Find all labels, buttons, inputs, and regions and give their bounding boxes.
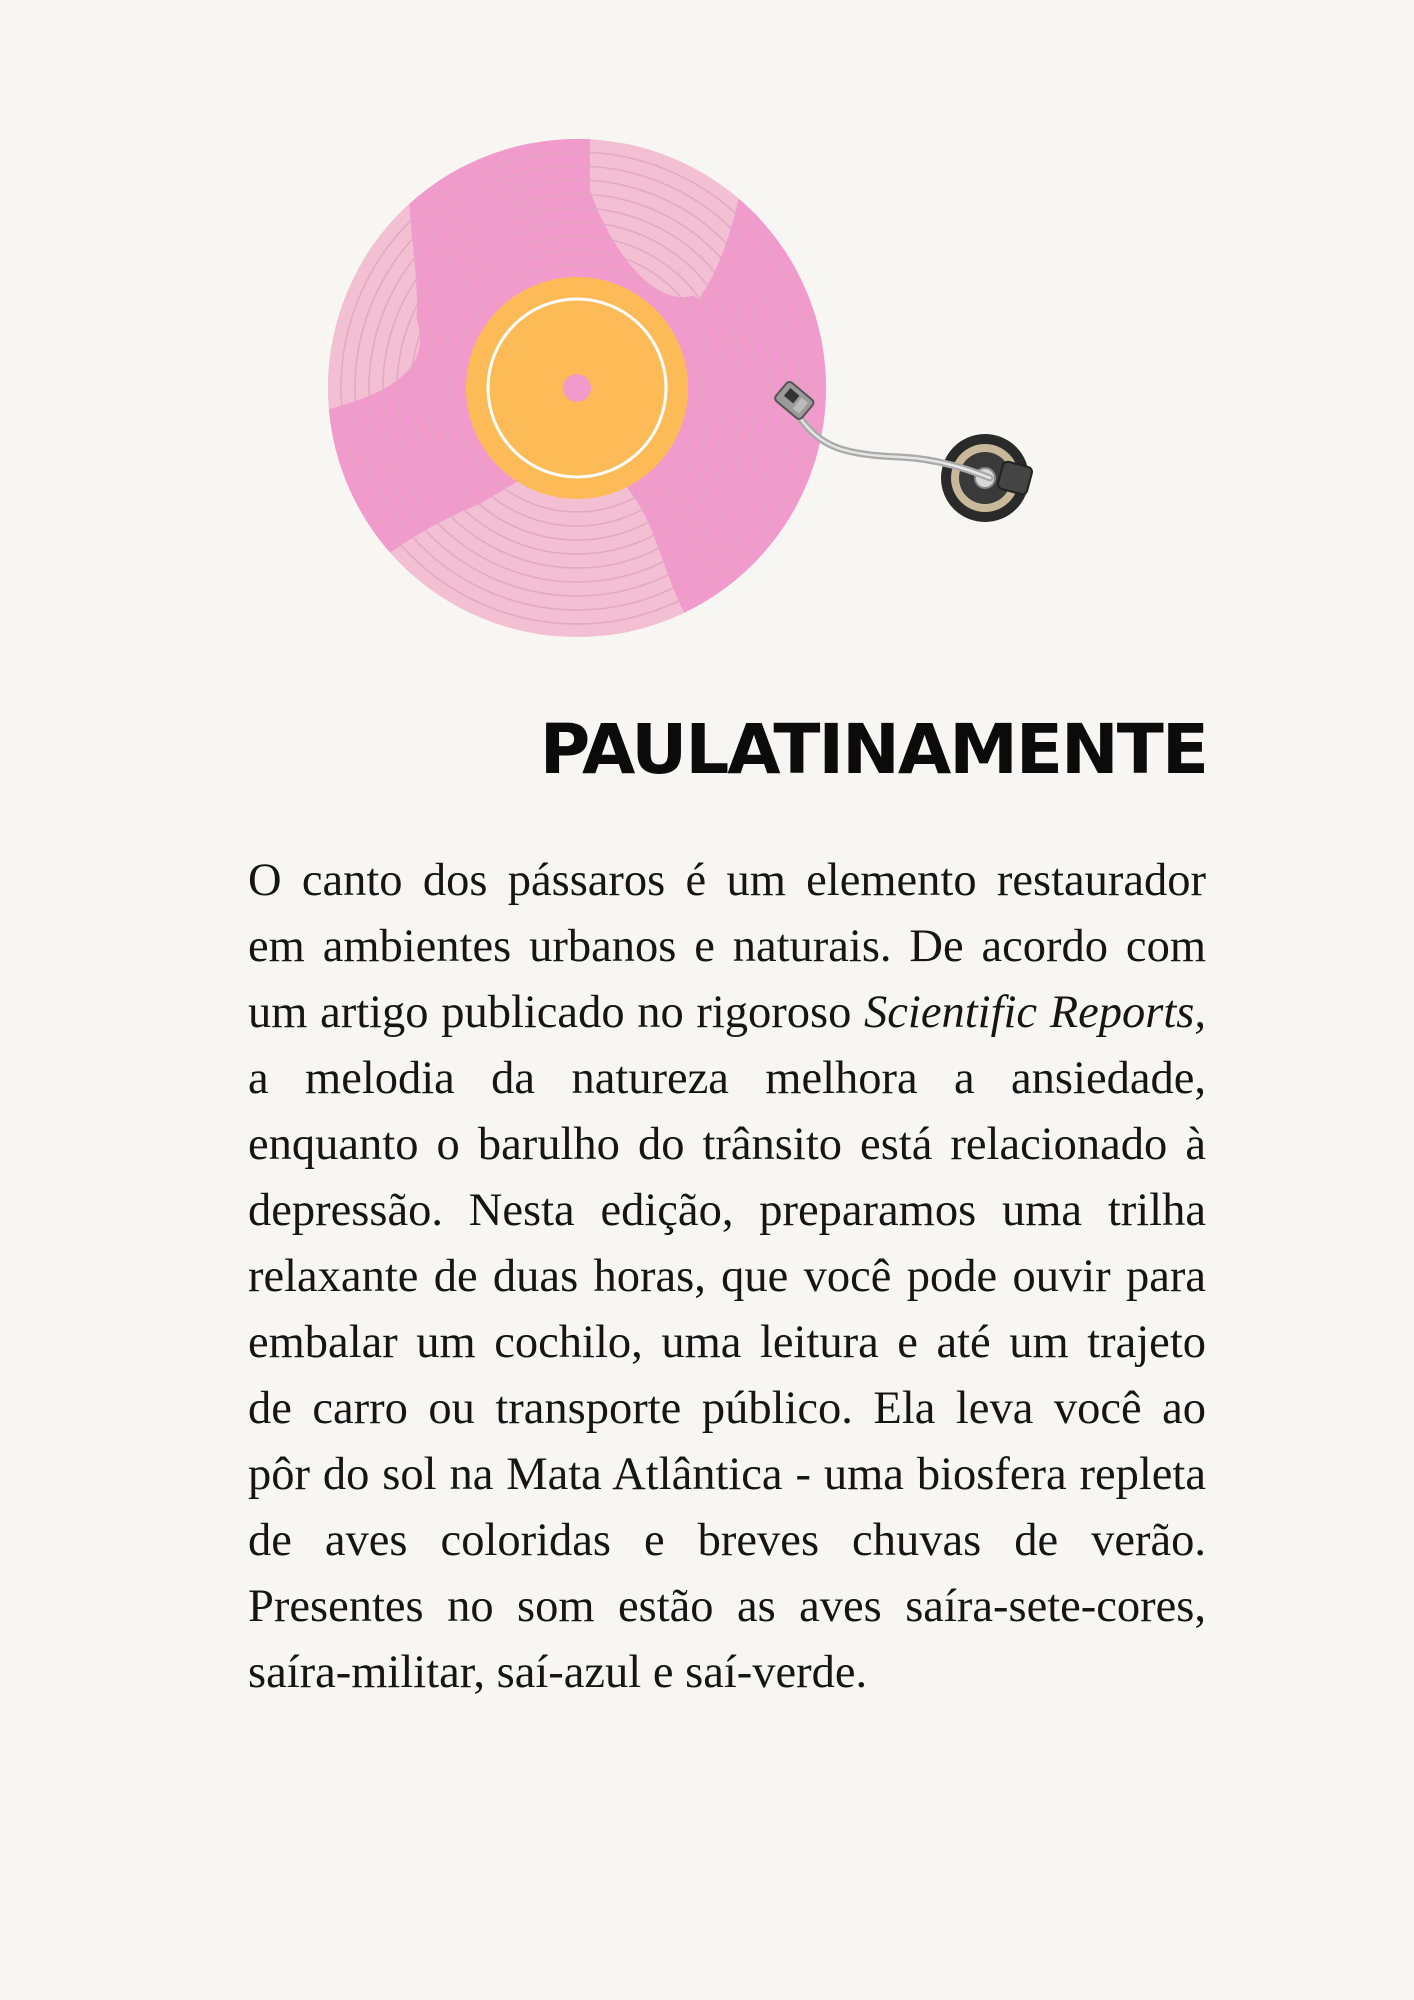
article-body [248, 848, 1206, 1706]
article-body-part-1: O canto dos pássaros é um elemento restaurador em ambientes urbanos e naturais. De acordo com um artigo publicado no rigoroso [248, 855, 1206, 1038]
record-spindle [563, 374, 591, 402]
journal-name: Scientific Reports, [864, 987, 1207, 1038]
article-body-part-2: a melodia da natureza melhora a ansiedade, enquanto o barulho do trânsito está relacionado à depressão. Nesta edição, preparamos uma trilha relaxante de duas horas, que você pode ouvir para embalar um cochilo, uma leitura e até um trajeto de carro ou transporte público. Ela leva você ao pôr do sol na Mata Atlântica - uma biosfera repleta de aves coloridas e breves chuvas de verão. Presentes no som estão as aves saíra-sete-cores, saíra-militar, saí-azul e saí-verde. [248, 1053, 1206, 1698]
article-title: PAULATINAMENTE [539, 710, 1207, 790]
vinyl-record-illustration [0, 0, 1414, 700]
